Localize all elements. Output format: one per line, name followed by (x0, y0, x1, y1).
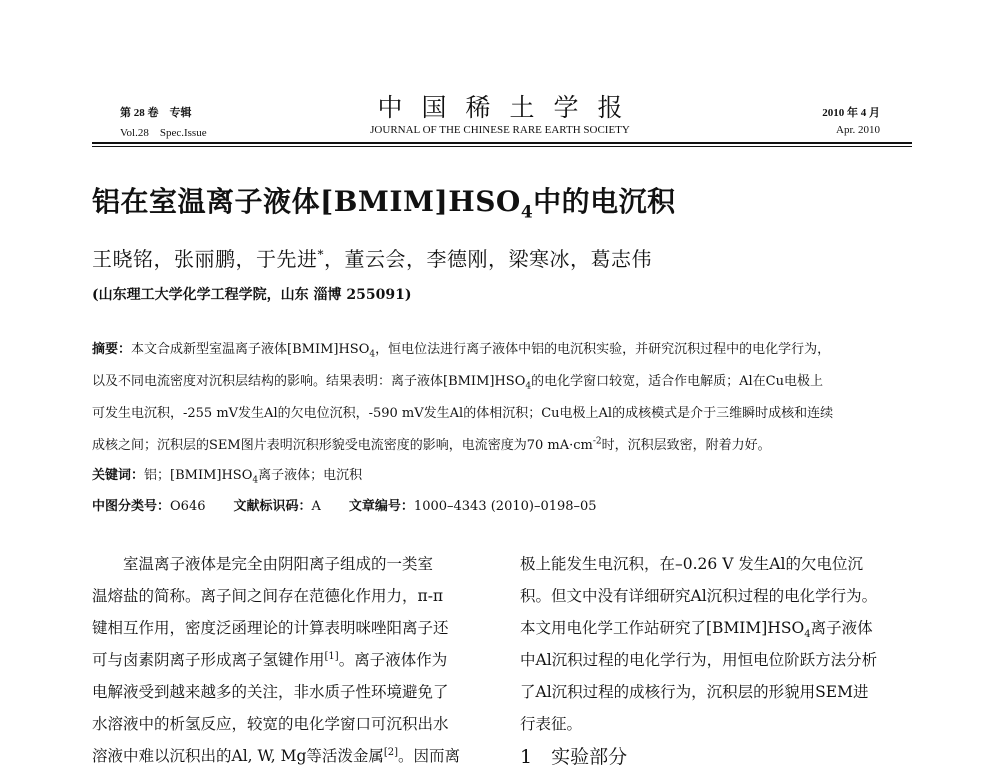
body-right-line: 极上能发生电沉积，在–0.26 V 发生Al的欠电位沉 (520, 555, 863, 573)
header-volume-en: Vol.28 Spec.Issue (120, 127, 207, 139)
clc-value: O646 (170, 499, 206, 514)
citation-ref: [1] (324, 650, 339, 662)
header-date-cn: 2010 年 4 月 (822, 107, 880, 119)
abstract-label: 摘要： (92, 342, 132, 357)
body-left-line: 温熔盐的简称。离子间之间存在范德化作用力，π-π (92, 587, 444, 605)
corresponding-author-mark: * (317, 247, 324, 262)
doc-code-value: A (311, 499, 321, 514)
paper-affiliation: (山东理工大学化学工程学院，山东 淄博 255091) (92, 287, 412, 303)
body-left-line: 电解液受到越来越多的关注，非水质子性环境避免了 (92, 683, 449, 701)
clc-label: 中图分类号： (92, 499, 171, 514)
body-right-line: 本文用电化学工作站研究了$[BMIM]HSO_4$离子液体 (520, 619, 873, 641)
abstract-line: 以及不同电流密度对沉积层结构的影响。结果表明：离子液体$[BMIM]HSO_4$的电化学窗口较宽，适合作电解质；Al在Cu电极上 (92, 374, 823, 392)
paper-authors: 王晓铭，张丽鹏，于先进*，董云会，李德刚，梁寒冰，葛志伟 (92, 247, 652, 271)
article-number-label: 文章编号： (348, 499, 414, 514)
header-rule-thin (92, 146, 912, 147)
body-left-line: 水溶液中的析氢反应，较宽的电化学窗口可沉积出水 (92, 715, 449, 733)
abstract-line: 摘要：本文合成新型室温离子液体$[BMIM]HSO_4$，恒电位法进行离子液体中铝的电沉积实验，并研究沉积过程中的电化学行为， (92, 342, 831, 360)
classification-line (92, 495, 597, 514)
header-date-en: Apr. 2010 (836, 124, 880, 136)
header-rule-thick (92, 142, 912, 144)
header-volume-cn: 第 28 卷 专辑 (120, 107, 192, 119)
keywords-line: 关键词：铝；$[BMIM]HSO_4$离子液体；电沉积 (92, 468, 363, 486)
body-left-line: 键相互作用，密度泛函理论的计算表明咪唑阳离子还 (92, 619, 449, 637)
body-left-line: 溶液中难以沉积出的Al, W, Mg等活泼金属[2]。因而离 (92, 746, 461, 765)
body-left-line: 室温离子液体是完全由阴阳离子组成的一类室 (92, 555, 434, 573)
journal-title-en: JOURNAL OF THE CHINESE RARE EARTH SOCIETY (370, 124, 630, 136)
journal-title-cn: 中国稀土学报 (377, 93, 642, 122)
doc-code-label: 文献标识码： (233, 499, 312, 514)
body-right-line: 了Al沉积过程的成核行为，沉积层的形貌用SEM进 (520, 683, 869, 701)
body-left-line: 可与卤素阴离子形成离子氢键作用[1]。离子液体作为 (92, 650, 448, 669)
article-number-value: 1000–4343 (2010)–0198–05 (413, 499, 597, 514)
body-right-line: 积。但文中没有详细研究Al沉积过程的电化学行为。 (520, 587, 878, 605)
body-right-line: 行表征。 (520, 715, 583, 733)
section-heading: 1 实验部分 (520, 746, 628, 768)
citation-ref: [2] (383, 746, 399, 758)
paper-title: 铝在室温离子液体$[BMIM]HSO_4$中的电沉积 (92, 185, 676, 223)
body-right-line: 中Al沉积过程的电化学行为，用恒电位阶跃方法分析 (520, 651, 878, 669)
keywords-label: 关键词： (92, 468, 145, 483)
abstract-line: 可发生电沉积，-255 mV发生Al的欠电位沉积，-590 mV发生Al的体相沉积；Cu电极上Al的成核模式是介于三维瞬时成核和连续 (92, 406, 834, 421)
abstract-line: 成核之间；沉积层的SEM图片表明沉积形貌受电流密度的影响，电流密度为70 $mA\cdot cm^{-2}$时，沉积层致密，附着力好。 (92, 436, 771, 453)
